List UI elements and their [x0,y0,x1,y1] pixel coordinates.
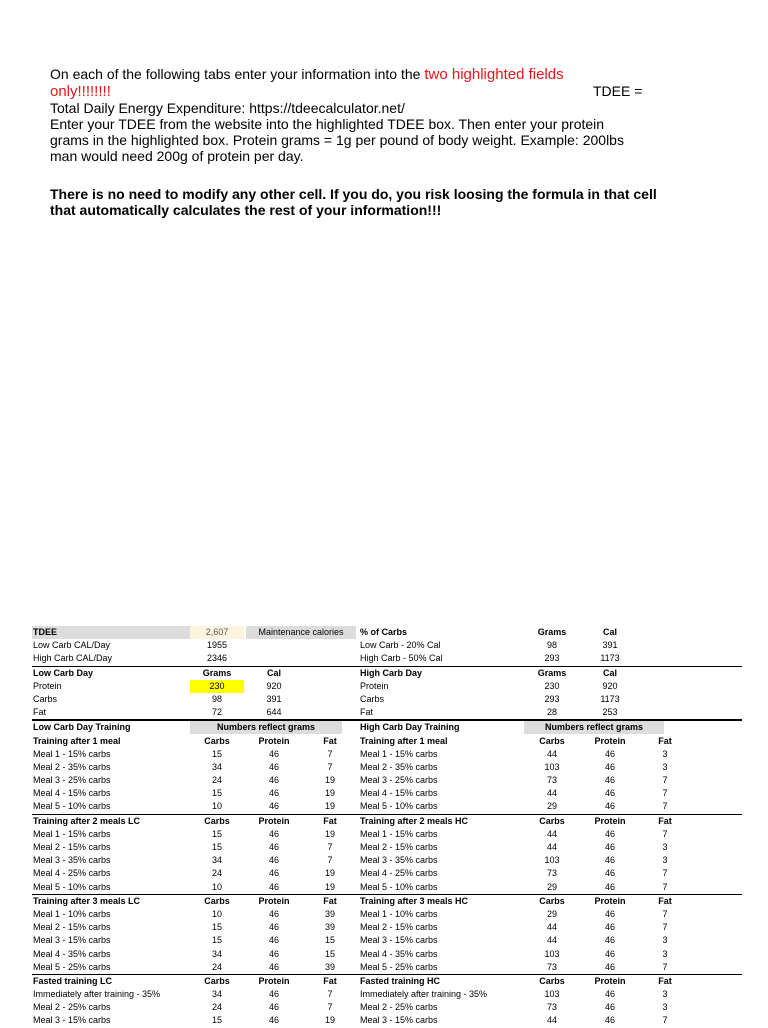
meal-label-left: Meal 2 - 15% carbs [33,922,111,933]
section-left-title: Training after 3 meals LC [33,895,141,906]
fat-right: 7 [662,1015,668,1026]
warning-line-1: There is no need to modify any other cell. If you do, you risk loosing the formula in that cell [50,186,657,202]
carbs-right: 29 [546,908,557,919]
protein-right: 46 [604,788,615,799]
protein-right: 46 [604,761,615,772]
col-header-fat: Fat [658,735,672,746]
protein-right: 46 [604,908,615,919]
fat-right: 7 [662,788,668,799]
intro-line-5: grams in the highlighted box. Protein grams = 1g per pound of body weight. Example: 200lbs [50,132,624,148]
fat-right: 3 [662,948,668,959]
section-header-row [32,975,742,988]
table-row [32,908,742,921]
table-row [32,854,742,867]
carbs-left: 15 [211,842,222,852]
carbs-left: 10 [211,801,222,812]
protein-left: 46 [268,788,279,799]
fat-right: 7 [662,881,668,892]
high-carb-cal-value: 2346 [206,653,228,664]
col-header-fat: Fat [323,895,337,906]
carbs-left: 24 [211,868,222,879]
col-header-carbs: Carbs [539,815,565,826]
high-day-carbs-cal: 1173 [600,693,620,704]
carbs-left: 34 [211,761,222,772]
pct-carbs-label: % of Carbs [360,627,408,637]
fat-left: 39 [324,922,335,933]
col-header-carbs: Carbs [204,735,230,746]
section-header-row [32,815,742,828]
protein-left: 46 [268,881,279,892]
carbs-right: 29 [546,881,557,892]
table-row [32,800,742,814]
carbs-right: 29 [546,801,557,812]
fat-right: 3 [662,989,668,1000]
protein-left: 46 [268,868,279,879]
fat-right: 7 [662,775,668,786]
warning-line-2: that automatically calculates the rest of your information!!! [50,202,442,218]
protein-left: 46 [268,855,279,866]
low-carb-day-title: Low Carb Day [33,667,94,678]
carbs-left: 15 [211,748,222,759]
high-day-carbs-label: Carbs [360,693,385,704]
col-header-protein: Protein [594,815,626,826]
section-right-title: Fasted training HC [360,975,441,986]
fat-left: 7 [327,748,333,759]
low-training-title: Low Carb Day Training [33,722,131,733]
fat-left: 7 [327,1002,333,1013]
low-day-grams-header: Grams [202,667,232,678]
meal-label-left: Immediately after training - 35% [33,989,161,1000]
meal-label-left: Meal 1 - 10% carbs [33,908,111,919]
meal-label-left: Meal 1 - 15% carbs [33,748,111,759]
meal-label-right: Meal 1 - 15% carbs [360,828,438,839]
fat-right: 3 [662,761,668,772]
fat-left: 19 [324,801,335,812]
meal-label-left: Meal 3 - 35% carbs [33,855,111,866]
meal-label-left: Meal 5 - 10% carbs [33,881,111,892]
protein-right: 46 [604,935,615,946]
macro-spreadsheet [32,626,742,1028]
high-day-fat-label: Fat [360,707,374,718]
fat-left: 39 [324,961,335,972]
warning-text [50,186,670,218]
intro-line-4: Enter your TDEE from the website into the highlighted TDEE box. Then enter your protein [50,116,605,132]
protein-left: 46 [268,935,279,946]
col-header-fat: Fat [658,815,672,826]
fat-right: 7 [662,922,668,933]
carbs-right: 44 [546,922,557,933]
section-right-title: Training after 1 meal [360,735,448,746]
row-day-carbs [32,693,742,706]
high-training-title: High Carb Day Training [360,722,460,733]
protein-left: 46 [268,801,279,812]
protein-right: 46 [604,868,615,879]
carbs-left: 24 [211,1002,222,1013]
meal-label-left: Meal 3 - 25% carbs [33,775,111,786]
low-day-cal-header: Cal [266,667,281,678]
col-header-protein: Protein [258,815,290,826]
protein-left: 46 [268,989,279,1000]
fat-left: 7 [327,989,333,1000]
protein-left: 46 [268,908,279,919]
fat-left: 19 [324,868,335,879]
table-row [32,867,742,880]
col-header-protein: Protein [258,895,290,906]
carbs-left: 24 [211,961,222,972]
protein-right: 46 [604,1015,615,1026]
protein-left: 46 [268,761,279,772]
tdee-input-cell[interactable]: 2,607 [190,626,244,639]
col-header-carbs: Carbs [539,735,565,746]
row-day-fat [32,706,742,720]
meal-label-right: Meal 4 - 25% carbs [360,868,438,879]
carbs-left: 15 [211,828,222,839]
meal-label-left: Meal 3 - 15% carbs [33,935,111,946]
high-day-fat-grams: 28 [546,707,557,718]
protein-right: 46 [604,989,615,1000]
protein-right: 46 [604,748,615,759]
meal-label-left: Meal 3 - 15% carbs [33,1015,111,1026]
col-header-fat: Fat [323,735,337,746]
protein-left: 46 [268,1015,279,1026]
meal-label-right: Meal 3 - 35% carbs [360,855,438,866]
carbs-left: 15 [211,935,222,946]
fat-left: 15 [324,948,335,959]
intro-line-2 [50,83,650,100]
table-row [32,828,742,841]
row-tdee [32,626,742,639]
carbs-right: 44 [546,1015,557,1026]
summary-cal-header: Cal [602,627,617,637]
carbs-right: 44 [546,935,557,946]
fat-left: 7 [327,842,333,852]
fat-right: 7 [662,908,668,919]
low-day-carbs-cal: 391 [266,693,282,704]
low-carb-pct-grams: 98 [546,640,557,651]
carbs-left: 15 [211,1015,222,1026]
table-row [32,1014,742,1027]
intro-line-3: Total Daily Energy Expenditure: https://tdeecalculator.net/ [50,100,405,116]
carbs-right: 73 [546,868,557,879]
meal-label-left: Meal 5 - 10% carbs [33,801,111,812]
meal-label-left: Meal 5 - 25% carbs [33,961,111,972]
fat-right: 3 [662,1002,668,1013]
high-day-fat-cal: 253 [602,707,618,718]
meal-label-right: Meal 2 - 15% carbs [360,842,438,852]
low-day-fat-label: Fat [33,707,47,718]
low-carb-cal-label: Low Carb CAL/Day [33,640,111,651]
meal-label-right: Meal 1 - 10% carbs [360,908,438,919]
meal-label-right: Meal 1 - 15% carbs [360,748,438,759]
table-row [32,881,742,895]
fat-right: 3 [662,855,668,866]
fat-left: 15 [324,935,335,946]
section-header-row [32,895,742,908]
meal-label-left: Meal 2 - 15% carbs [33,842,111,852]
row-training-header [32,720,742,734]
table-row [32,774,742,787]
carbs-right: 44 [546,748,557,759]
col-header-fat: Fat [323,975,337,986]
low-carb-cal-value: 1955 [206,640,228,651]
meal-label-right: Meal 4 - 35% carbs [360,948,438,959]
section-right-title: Training after 3 meals HC [360,895,469,906]
col-header-protein: Protein [594,975,626,986]
intro-text-1: On each of the following tabs enter your information into the [50,66,425,82]
intro-line-1 [50,66,650,83]
protein-right: 46 [604,881,615,892]
fat-right: 3 [662,935,668,946]
meal-label-left: Meal 2 - 35% carbs [33,761,111,772]
meal-label-right: Meal 4 - 15% carbs [360,788,438,799]
table-row [32,988,742,1001]
fat-right: 7 [662,801,668,812]
col-header-carbs: Carbs [539,895,565,906]
fat-left: 19 [324,1015,335,1026]
protein-left: 46 [268,775,279,786]
carbs-right: 44 [546,842,557,852]
summary-grams-header: Grams [537,627,567,637]
intro-instructions [50,66,650,164]
table-row [32,961,742,975]
protein-right: 46 [604,828,615,839]
tdee-label-cell: TDEE [32,626,191,639]
col-header-carbs: Carbs [204,895,230,906]
meal-label-left: Meal 4 - 35% carbs [33,948,111,959]
protein-left: 46 [268,922,279,933]
col-header-fat: Fat [658,975,672,986]
row-day-protein [32,680,742,693]
protein-right: 46 [604,1002,615,1013]
protein-right: 46 [604,961,615,972]
carbs-left: 10 [211,908,222,919]
protein-left: 46 [268,1002,279,1013]
protein-right: 46 [604,855,615,866]
high-day-protein-cal: 920 [602,680,618,691]
carbs-left: 34 [211,989,222,1000]
protein-left: 46 [268,948,279,959]
meal-label-right: Immediately after training - 35% [360,989,488,1000]
tdee-equals-label: TDEE = [593,83,643,99]
carbs-left: 34 [211,948,222,959]
meal-label-left: Meal 1 - 15% carbs [33,828,111,839]
carbs-right: 73 [546,1002,557,1013]
meal-label-right: Meal 2 - 35% carbs [360,761,438,772]
fat-left: 19 [324,788,335,799]
col-header-carbs: Carbs [204,815,230,826]
intro-highlight-red: two highlighted fields [424,66,564,83]
fat-right: 7 [662,828,668,839]
protein-right: 46 [604,948,615,959]
carbs-right: 44 [546,788,557,799]
training-sections [32,735,742,1028]
row-high-carb-cal [32,652,742,666]
section-right-title: Training after 2 meals HC [360,815,469,826]
high-day-grams-header: Grams [537,667,567,678]
col-header-fat: Fat [323,815,337,826]
carbs-right: 73 [546,961,557,972]
protein-right: 46 [604,801,615,812]
table-row [32,761,742,774]
high-carb-pct-cal: 1173 [600,653,620,664]
meal-label-right: Meal 5 - 25% carbs [360,961,438,972]
low-carb-pct-label: Low Carb - 20% Cal [360,640,441,651]
carbs-left: 34 [211,855,222,866]
meal-label-right: Meal 5 - 10% carbs [360,881,438,892]
section-left-title: Training after 2 meals LC [33,815,141,826]
row-day-headers [32,667,742,680]
low-day-fat-cal: 644 [266,707,282,718]
high-day-protein-label: Protein [360,680,389,691]
low-numbers-note: Numbers reflect grams [190,721,342,734]
carbs-right: 103 [544,855,560,866]
table-row [32,748,742,761]
meal-label-left: Meal 2 - 25% carbs [33,1002,111,1013]
fat-left: 19 [324,775,335,786]
fat-right: 7 [662,868,668,879]
table-row [32,948,742,961]
low-day-protein-label: Protein [33,680,62,691]
col-header-carbs: Carbs [204,975,230,986]
high-day-protein-grams: 230 [544,680,560,691]
low-day-carbs-grams: 98 [211,693,222,704]
fat-right: 3 [662,748,668,759]
table-row [32,787,742,800]
fat-right: 7 [662,961,668,972]
carbs-right: 103 [544,761,560,772]
carbs-right: 103 [544,948,560,959]
meal-label-left: Meal 4 - 15% carbs [33,788,111,799]
low-carb-pct-cal: 391 [602,640,618,651]
carbs-left: 24 [211,775,222,786]
carbs-left: 10 [211,881,222,892]
carbs-right: 73 [546,775,557,786]
intro-line-6: man would need 200g of protein per day. [50,148,304,164]
protein-left: 46 [268,961,279,972]
protein-left: 46 [268,748,279,759]
table-row [32,1001,742,1014]
meal-label-right: Meal 3 - 15% carbs [360,1015,438,1026]
high-carb-pct-label: High Carb - 50% Cal [360,653,443,664]
meal-label-right: Meal 5 - 10% carbs [360,801,438,812]
fat-left: 7 [327,761,333,772]
maintenance-label-cell: Maintenance calories [246,626,356,639]
section-left-title: Fasted training LC [33,975,113,986]
protein-right: 46 [604,922,615,933]
fat-left: 7 [327,855,333,866]
protein-left: 46 [268,842,279,852]
row-low-carb-cal [32,639,742,652]
col-header-carbs: Carbs [539,975,565,986]
fat-left: 19 [324,828,335,839]
carbs-left: 15 [211,788,222,799]
low-day-fat-grams: 72 [211,707,222,718]
meal-label-right: Meal 3 - 25% carbs [360,775,438,786]
high-carb-cal-label: High Carb CAL/Day [33,653,113,664]
meal-label-right: Meal 2 - 15% carbs [360,922,438,933]
col-header-protein: Protein [258,735,290,746]
protein-input-cell[interactable]: 230 [190,680,244,693]
col-header-protein: Protein [594,895,626,906]
low-day-carbs-label: Carbs [33,693,58,704]
section-header-row [32,735,742,748]
meal-label-right: Meal 3 - 15% carbs [360,935,438,946]
carbs-right: 44 [546,828,557,839]
high-day-cal-header: Cal [602,667,617,678]
carbs-right: 103 [544,989,560,1000]
protein-right: 46 [604,775,615,786]
carbs-left: 15 [211,922,222,933]
protein-left: 46 [268,828,279,839]
col-header-protein: Protein [258,975,290,986]
low-day-protein-cal: 920 [266,680,282,691]
high-numbers-note: Numbers reflect grams [524,721,664,734]
table-row [32,921,742,934]
fat-left: 19 [324,881,335,892]
section-left-title: Training after 1 meal [33,735,121,746]
table-row [32,934,742,947]
high-carb-pct-grams: 293 [544,653,560,664]
col-header-protein: Protein [594,735,626,746]
intro-highlight-red-2: only!!!!!!!! [50,83,111,100]
high-day-carbs-grams: 293 [544,693,560,704]
col-header-fat: Fat [658,895,672,906]
fat-right: 3 [662,842,668,852]
fat-left: 39 [324,908,335,919]
meal-label-left: Meal 4 - 25% carbs [33,868,111,879]
table-row [32,841,742,854]
protein-right: 46 [604,842,615,852]
high-carb-day-title: High Carb Day [360,667,423,678]
meal-label-right: Meal 2 - 25% carbs [360,1002,438,1013]
